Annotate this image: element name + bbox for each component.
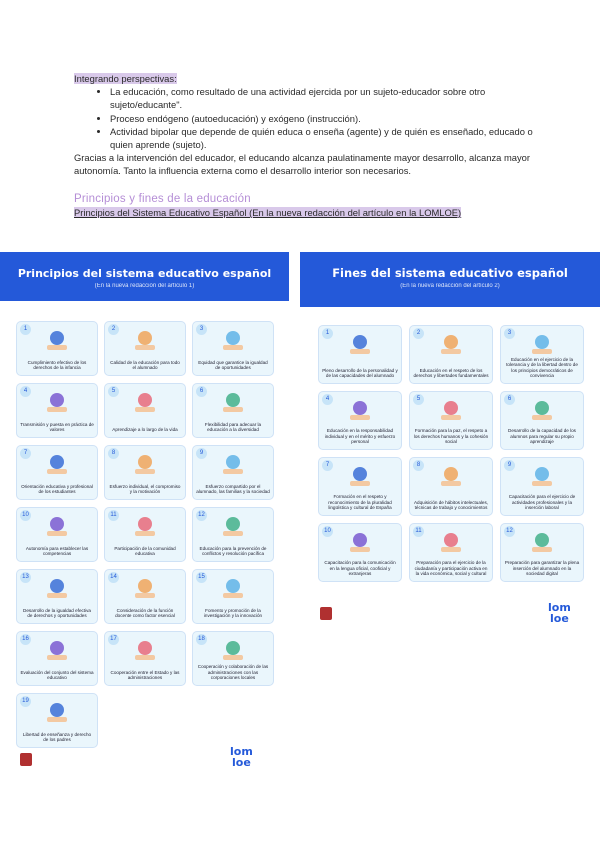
principle-card-number: 18 — [196, 634, 207, 645]
principle-card — [104, 507, 186, 562]
principle-illustration-icon — [40, 638, 74, 662]
aim-card — [318, 457, 402, 516]
aim-card-caption: Formación en el respeto y reconocimiento de la pluralidad lingüística y cultural de España — [328, 494, 392, 511]
principle-card-number: 3 — [196, 324, 207, 335]
principles-title: Principios del sistema educativo español — [17, 267, 272, 280]
principle-illustration-icon — [216, 638, 250, 662]
principle-card-number: 7 — [20, 448, 31, 459]
aim-card-caption: Preparación para garantizar la plena inserción del alumnado en la sociedad digital — [504, 560, 580, 577]
bullet-item: • Actividad bipolar que depende de quién educa o enseña (agente) y de quién es enseñado, educado o quien aprende (sujeto). — [110, 125, 544, 151]
principle-card-number: 2 — [108, 324, 119, 335]
aim-illustration-icon — [343, 530, 377, 554]
principle-card-number: 4 — [20, 386, 31, 397]
principle-card — [104, 445, 186, 500]
principle-illustration-icon — [216, 390, 250, 414]
aim-card-number: 1 — [322, 328, 333, 339]
principle-card-caption: Cumplimiento efectivo de los derechos de la infancia — [27, 359, 87, 371]
aim-card-number: 5 — [413, 394, 424, 405]
principle-card-caption: Fomento y promoción de la investigación y la innovación — [203, 607, 263, 619]
principle-illustration-icon — [216, 576, 250, 600]
aim-card — [500, 391, 584, 450]
principle-illustration-icon — [128, 514, 162, 538]
principle-card-number: 12 — [196, 510, 207, 521]
principle-card-caption: Calidad de la educación para todo el alumnado — [110, 359, 180, 371]
principle-card — [16, 569, 98, 624]
aim-card-number: 8 — [413, 460, 424, 471]
aim-illustration-icon — [343, 332, 377, 356]
bullet-item: • La educación, como resultado de una actividad ejercida por un sujeto-educador sobre otro sujeto/educante". — [110, 85, 544, 111]
principle-card — [104, 321, 186, 376]
principle-card-number: 19 — [20, 696, 31, 707]
principle-card — [192, 631, 274, 686]
principle-card-caption: Transmisión y puesta en práctica de valores — [20, 421, 94, 433]
principle-card — [104, 569, 186, 624]
principle-illustration-icon — [40, 452, 74, 476]
principle-card-caption: Evaluación del conjunto del sistema educativo — [20, 669, 94, 681]
principle-card-caption: Cooperación entre el Estado y las administraciones — [110, 669, 180, 681]
government-logo — [20, 752, 76, 766]
aim-illustration-icon — [525, 530, 559, 554]
section-subtitle: Principios del Sistema Educativo Español (En la nueva redacción del artículo en la LOMLOE) — [74, 207, 462, 218]
principle-card-caption: Esfuerzo compartido por el alumnado, las familias y la sociedad — [196, 483, 270, 495]
aim-card — [409, 391, 493, 450]
aim-illustration-icon — [525, 464, 559, 488]
principle-card — [16, 507, 98, 562]
aim-card-caption: Formación para la paz, el respeto a los derechos humanos y la cohesión social — [413, 428, 489, 445]
aim-illustration-icon — [525, 332, 559, 356]
principle-card-number: 6 — [196, 386, 207, 397]
principle-card-caption: Educación para la prevención de conflictos y resolución pacífica — [199, 545, 267, 557]
lomloe-logo: lom loe — [548, 601, 571, 625]
principle-card-number: 10 — [20, 510, 31, 521]
aim-card-caption: Preparación para el ejercicio de la ciudadanía y participación activa en la vida económica, social y cultural — [414, 560, 488, 577]
aim-card-number: 7 — [322, 460, 333, 471]
principle-card — [192, 383, 274, 438]
principle-card — [16, 321, 98, 376]
principle-card-number: 9 — [196, 448, 207, 459]
principle-card-caption: Aprendizaje a lo largo de la vida — [112, 427, 178, 433]
principle-card — [16, 383, 98, 438]
aim-card-number: 10 — [322, 526, 333, 537]
aim-illustration-icon — [434, 332, 468, 356]
principle-illustration-icon — [128, 576, 162, 600]
principle-card — [192, 569, 274, 624]
principle-illustration-icon — [128, 390, 162, 414]
principle-illustration-icon — [40, 576, 74, 600]
aim-card-number: 3 — [504, 328, 515, 339]
aim-card-caption: Adquisición de hábitos intelectuales, técnicas de trabajo y conocimientos — [413, 499, 489, 511]
principle-card-caption: Equidad que garantice la igualdad de oportunidades — [198, 359, 268, 371]
government-logo — [320, 606, 376, 620]
coat-of-arms-icon — [20, 753, 32, 766]
principle-card — [16, 693, 98, 748]
bullet-item: • Proceso endógeno (autoeducación) y exógeno (instrucción). — [110, 112, 544, 125]
aim-card — [500, 457, 584, 516]
principles-panel — [0, 252, 289, 812]
principles-grid — [16, 321, 274, 748]
aim-illustration-icon — [434, 464, 468, 488]
aim-card-caption: Desarrollo de la capacidad de los alumnos para regular su propio aprendizaje — [508, 428, 576, 445]
aim-card-caption: Educación en el respeto de los derechos y libertades fundamentales — [413, 367, 489, 379]
principle-illustration-icon — [128, 452, 162, 476]
aim-card-number: 11 — [413, 526, 424, 537]
aim-card-caption: Educación en la responsabilidad individual y en el mérito y esfuerzo personal — [324, 428, 396, 445]
principle-card-caption: Flexibilidad para adecuar la educación a la diversidad — [204, 421, 262, 433]
intro-paragraph: Gracias a la intervención del educador, el educando alcanza paulatinamente mayor desarrollo, alcanza mayor autonomía. Tanto la influencia externa como el desarrollo interior son necesarios. — [74, 152, 530, 177]
aim-illustration-icon — [343, 398, 377, 422]
aims-banner — [300, 252, 600, 307]
intro-bullets — [74, 85, 544, 151]
principle-card-caption: Autonomía para establecer las competencias — [25, 545, 89, 557]
principle-card-caption: Participación de la comunidad educativa — [114, 545, 176, 557]
principle-card — [104, 383, 186, 438]
principle-illustration-icon — [216, 452, 250, 476]
aim-card-number: 12 — [504, 526, 515, 537]
section-title: Principios y fines de la educación — [74, 193, 251, 205]
principle-illustration-icon — [216, 328, 250, 352]
aim-illustration-icon — [343, 464, 377, 488]
aim-card-number: 9 — [504, 460, 515, 471]
principle-card-number: 17 — [108, 634, 119, 645]
aim-card — [500, 523, 584, 582]
principle-card-number: 13 — [20, 572, 31, 583]
aim-card — [409, 325, 493, 384]
aim-card-caption: Capacitación para la comunicación en la lengua oficial, cooficial y extranjeras — [324, 560, 396, 577]
principle-card-caption: Libertad de enseñanza y derecho de los padres — [22, 731, 92, 743]
principle-card-caption: Orientación educativa y profesional de los estudiantes — [21, 483, 93, 495]
principle-illustration-icon — [40, 700, 74, 724]
aim-card-caption: Educación en el ejercicio de la tolerancia y de la libertad dentro de los principios democráticos de convivencia — [506, 356, 578, 379]
principle-card-number: 5 — [108, 386, 119, 397]
aims-panel — [300, 252, 600, 632]
principle-illustration-icon — [40, 328, 74, 352]
principle-card — [104, 631, 186, 686]
principle-card-caption: Consideración de la función docente como factor esencial — [115, 607, 175, 619]
principle-card-number: 8 — [108, 448, 119, 459]
aim-card — [409, 523, 493, 582]
principle-card-number: 16 — [20, 634, 31, 645]
intro-heading: Integrando perspectivas: — [74, 73, 177, 84]
coat-of-arms-icon — [320, 607, 332, 620]
principle-card — [16, 445, 98, 500]
aim-illustration-icon — [434, 398, 468, 422]
principle-illustration-icon — [128, 638, 162, 662]
aim-card — [500, 325, 584, 384]
aim-illustration-icon — [525, 398, 559, 422]
lomloe-logo: lom loe — [230, 745, 253, 769]
principle-card — [16, 631, 98, 686]
principle-card — [192, 445, 274, 500]
intro-block — [74, 72, 544, 178]
principle-card-caption: Cooperación y colaboración de las administraciones con las corporaciones locales — [197, 664, 269, 681]
aims-title: Fines del sistema educativo español — [332, 266, 568, 280]
principle-illustration-icon — [216, 514, 250, 538]
principle-card-caption: Desarrollo de la igualdad efectiva de derechos y oportunidades — [23, 607, 91, 619]
aims-subtitle: (En la nueva redacción del artículo 2) — [400, 283, 500, 289]
principle-card-number: 1 — [20, 324, 31, 335]
aim-card — [318, 523, 402, 582]
principle-illustration-icon — [40, 390, 74, 414]
aim-card-number: 4 — [322, 394, 333, 405]
principle-illustration-icon — [40, 514, 74, 538]
principles-banner — [0, 252, 289, 301]
principle-card-number: 11 — [108, 510, 119, 521]
aim-card-number: 2 — [413, 328, 424, 339]
aims-grid — [318, 325, 584, 582]
principle-card-number: 15 — [196, 572, 207, 583]
aim-card-caption: Pleno desarrollo de la personalidad y de las capacidades del alumnado — [322, 367, 398, 379]
aim-card-caption: Capacitación para el ejercicio de actividades profesionales y la inserción laboral — [508, 494, 576, 511]
aim-card-number: 6 — [504, 394, 515, 405]
principles-subtitle: (En la nueva redacción del artículo 1) — [94, 283, 195, 289]
principle-card-caption: Esfuerzo individual, el compromiso y la motivación — [109, 483, 181, 495]
aim-card — [318, 391, 402, 450]
principle-card — [192, 507, 274, 562]
principle-illustration-icon — [128, 328, 162, 352]
aim-card — [318, 325, 402, 384]
principle-card-number: 14 — [108, 572, 119, 583]
aim-card — [409, 457, 493, 516]
principle-card — [192, 321, 274, 376]
aim-illustration-icon — [434, 530, 468, 554]
